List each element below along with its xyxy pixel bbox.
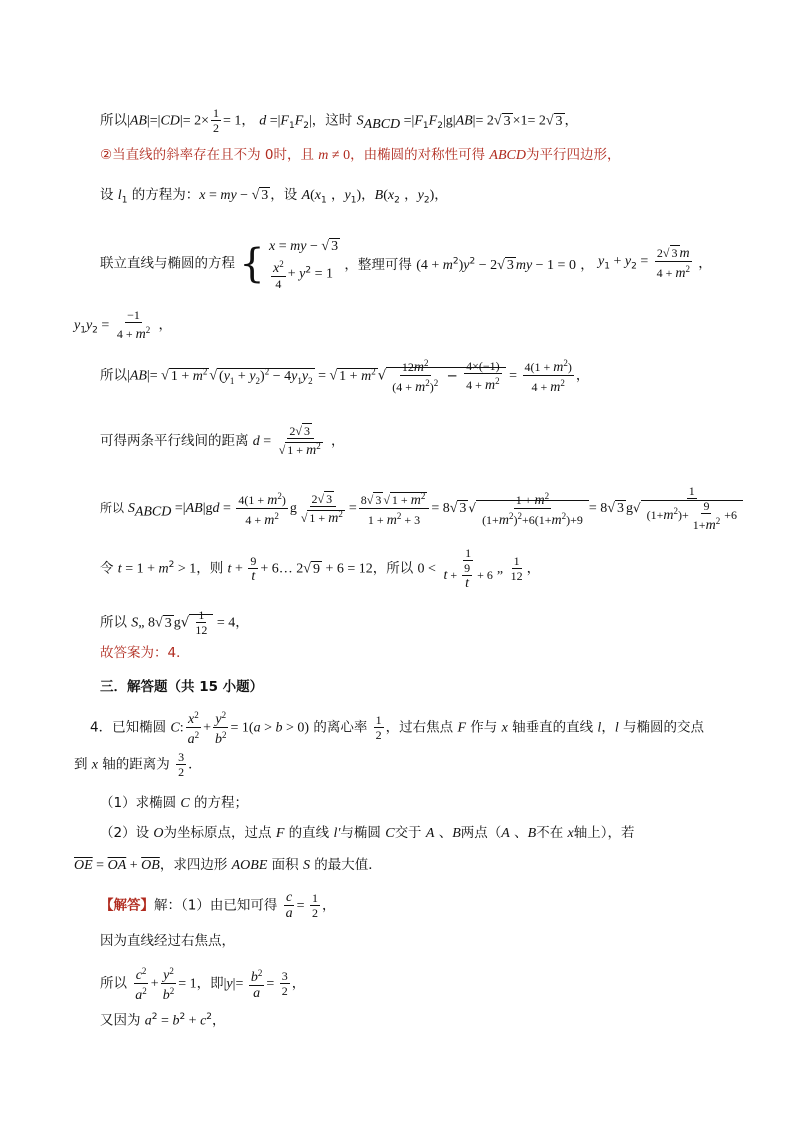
line-9: 令 $t = 1 + m^2 > 1$，则 t + $\frac{9}{t}$ + 6… 2√ 9 + 6 = 12，所以 0 < 1 t + $\frac{9}{t}$ + 6 „ $\frac{1}{12}$ ， xyxy=(100,546,541,591)
section-heading: 三．解答题（共 15 小题） xyxy=(100,679,264,695)
line-15: （1）求椭圆 C 的方程； xyxy=(100,795,249,811)
line-4: 联立直线与椭圆的方程 { x = my − √ 3 $\frac{x^2}{4}$ + $y^2 = 1$ ，整理可得 $(4 + m^2)y^2 - 2√$ 3 my − 1 = 0 ， $y_1 + y_2$ = $\frac{2√ 3 m}{4 + m^2}$ ， xyxy=(100,236,712,291)
line-5: $y_1y_2$ = $\frac{-1}{4 + m^2}$ ， xyxy=(74,308,173,342)
line-11: 故答案为：4． xyxy=(100,645,190,661)
answer-label: 【解答】 xyxy=(100,897,154,914)
line-21: 又因为 $a^2 = b^2 + c^2$， xyxy=(100,1012,226,1029)
equation-system: x = my − √ 3 $\frac{x^2}{4}$ + $y^2 = 1$ xyxy=(269,239,339,291)
line-7: 可得两条平行线间的距离 d = $\frac{2√ 3}{√ 1 + m^2}$ ， xyxy=(100,424,345,458)
line-13: 4．已知椭圆 C: $\frac{x^2}{a^2}$ + $\frac{y^2}{b^2}$ = 1(a > b > 0) 的离心率 $\frac{1}{2}$ ，过右焦点 F 作与 x 轴垂直的直线 l，l 与椭圆的交点 xyxy=(90,710,704,747)
line-20: 所以 $\frac{c^2}{a^2}$ + $\frac{y^2}{b^2}$ = 1，即|y|= $\frac{b^2}{a}$ = $\frac{3}{2}$ ， xyxy=(100,966,306,1003)
line-17: $\overline{OE} = \overline{OA} + \overline{OB}$，求四边形 AOBE 面积 S 的最大值． xyxy=(74,857,382,873)
line-6: 所以|AB|= √ $1 + m^2$ √ $(y_1 + y_2)^2 - 4y_1y_2$ = √ $1 + m^2$ √ $\frac{12m^2}{(4 + m^2)^2}$ − $\frac{4\times(-1)}{4 + m^2}$ = $\frac{4(1 + m^2)}{4 + m^2}$ ， xyxy=(100,358,590,395)
line-16: （2）设 O为坐标原点，过点 F 的直线 l′与椭圆 C交于 A 、B两点（A 、B不在 x轴上），若 xyxy=(100,825,635,841)
line-3: 设 $l_1$ 的方程为：x = my − √ 3 ，设 $A(x_1$ ，$y_1$)，$B(x_2$ ，$y_2$)， xyxy=(100,187,448,206)
line-2: ②当直线的斜率存在且不为 0时，且 m ≠ 0，由椭圆的对称性可得 ABCD为平行四边形， xyxy=(100,147,621,163)
line-14: 到 x 轴的距离为 $\frac{3}{2}$ ． xyxy=(74,750,202,779)
line-18: 【解答】解：（1）由已知可得 $\frac{c}{a}$ = $\frac{1}{2}$ ， xyxy=(100,890,336,921)
line-1: 所以|AB|=|CD|= 2× $\frac{1}{2}$ = 1， $d =|F_1F_2|$，这时 $S_{ABCD} =|F_1F_2|g|AB|= 2√$ 3 ×1= 2√ 3 ， xyxy=(100,106,579,135)
line-10: 所以 S„ 8√ 3 g√ $\frac{1}{12}$ = 4， xyxy=(100,608,249,637)
line-19: 因为直线经过右焦点， xyxy=(100,933,235,949)
brace-symbol: { xyxy=(239,240,265,287)
line-8: 所以 $S_{ABCD} =|AB|gd$ = $\frac{4(1 + m^2)}{4 + m^2}$ g $\frac{2√ 3}{√ 1 + m^2}$ = $\frac{8√ 3 √ 1 + m^2}{1 + m^2 + 3}$ = 8√ 3 √ $\frac{1 + m^2}{(1+m^2)^2+6(1+m^2)+9}$ = 8√ 3 g√ 1 $(1+m^2)+$ $\frac{9}{1+m^2}$ +6 xyxy=(100,484,743,533)
